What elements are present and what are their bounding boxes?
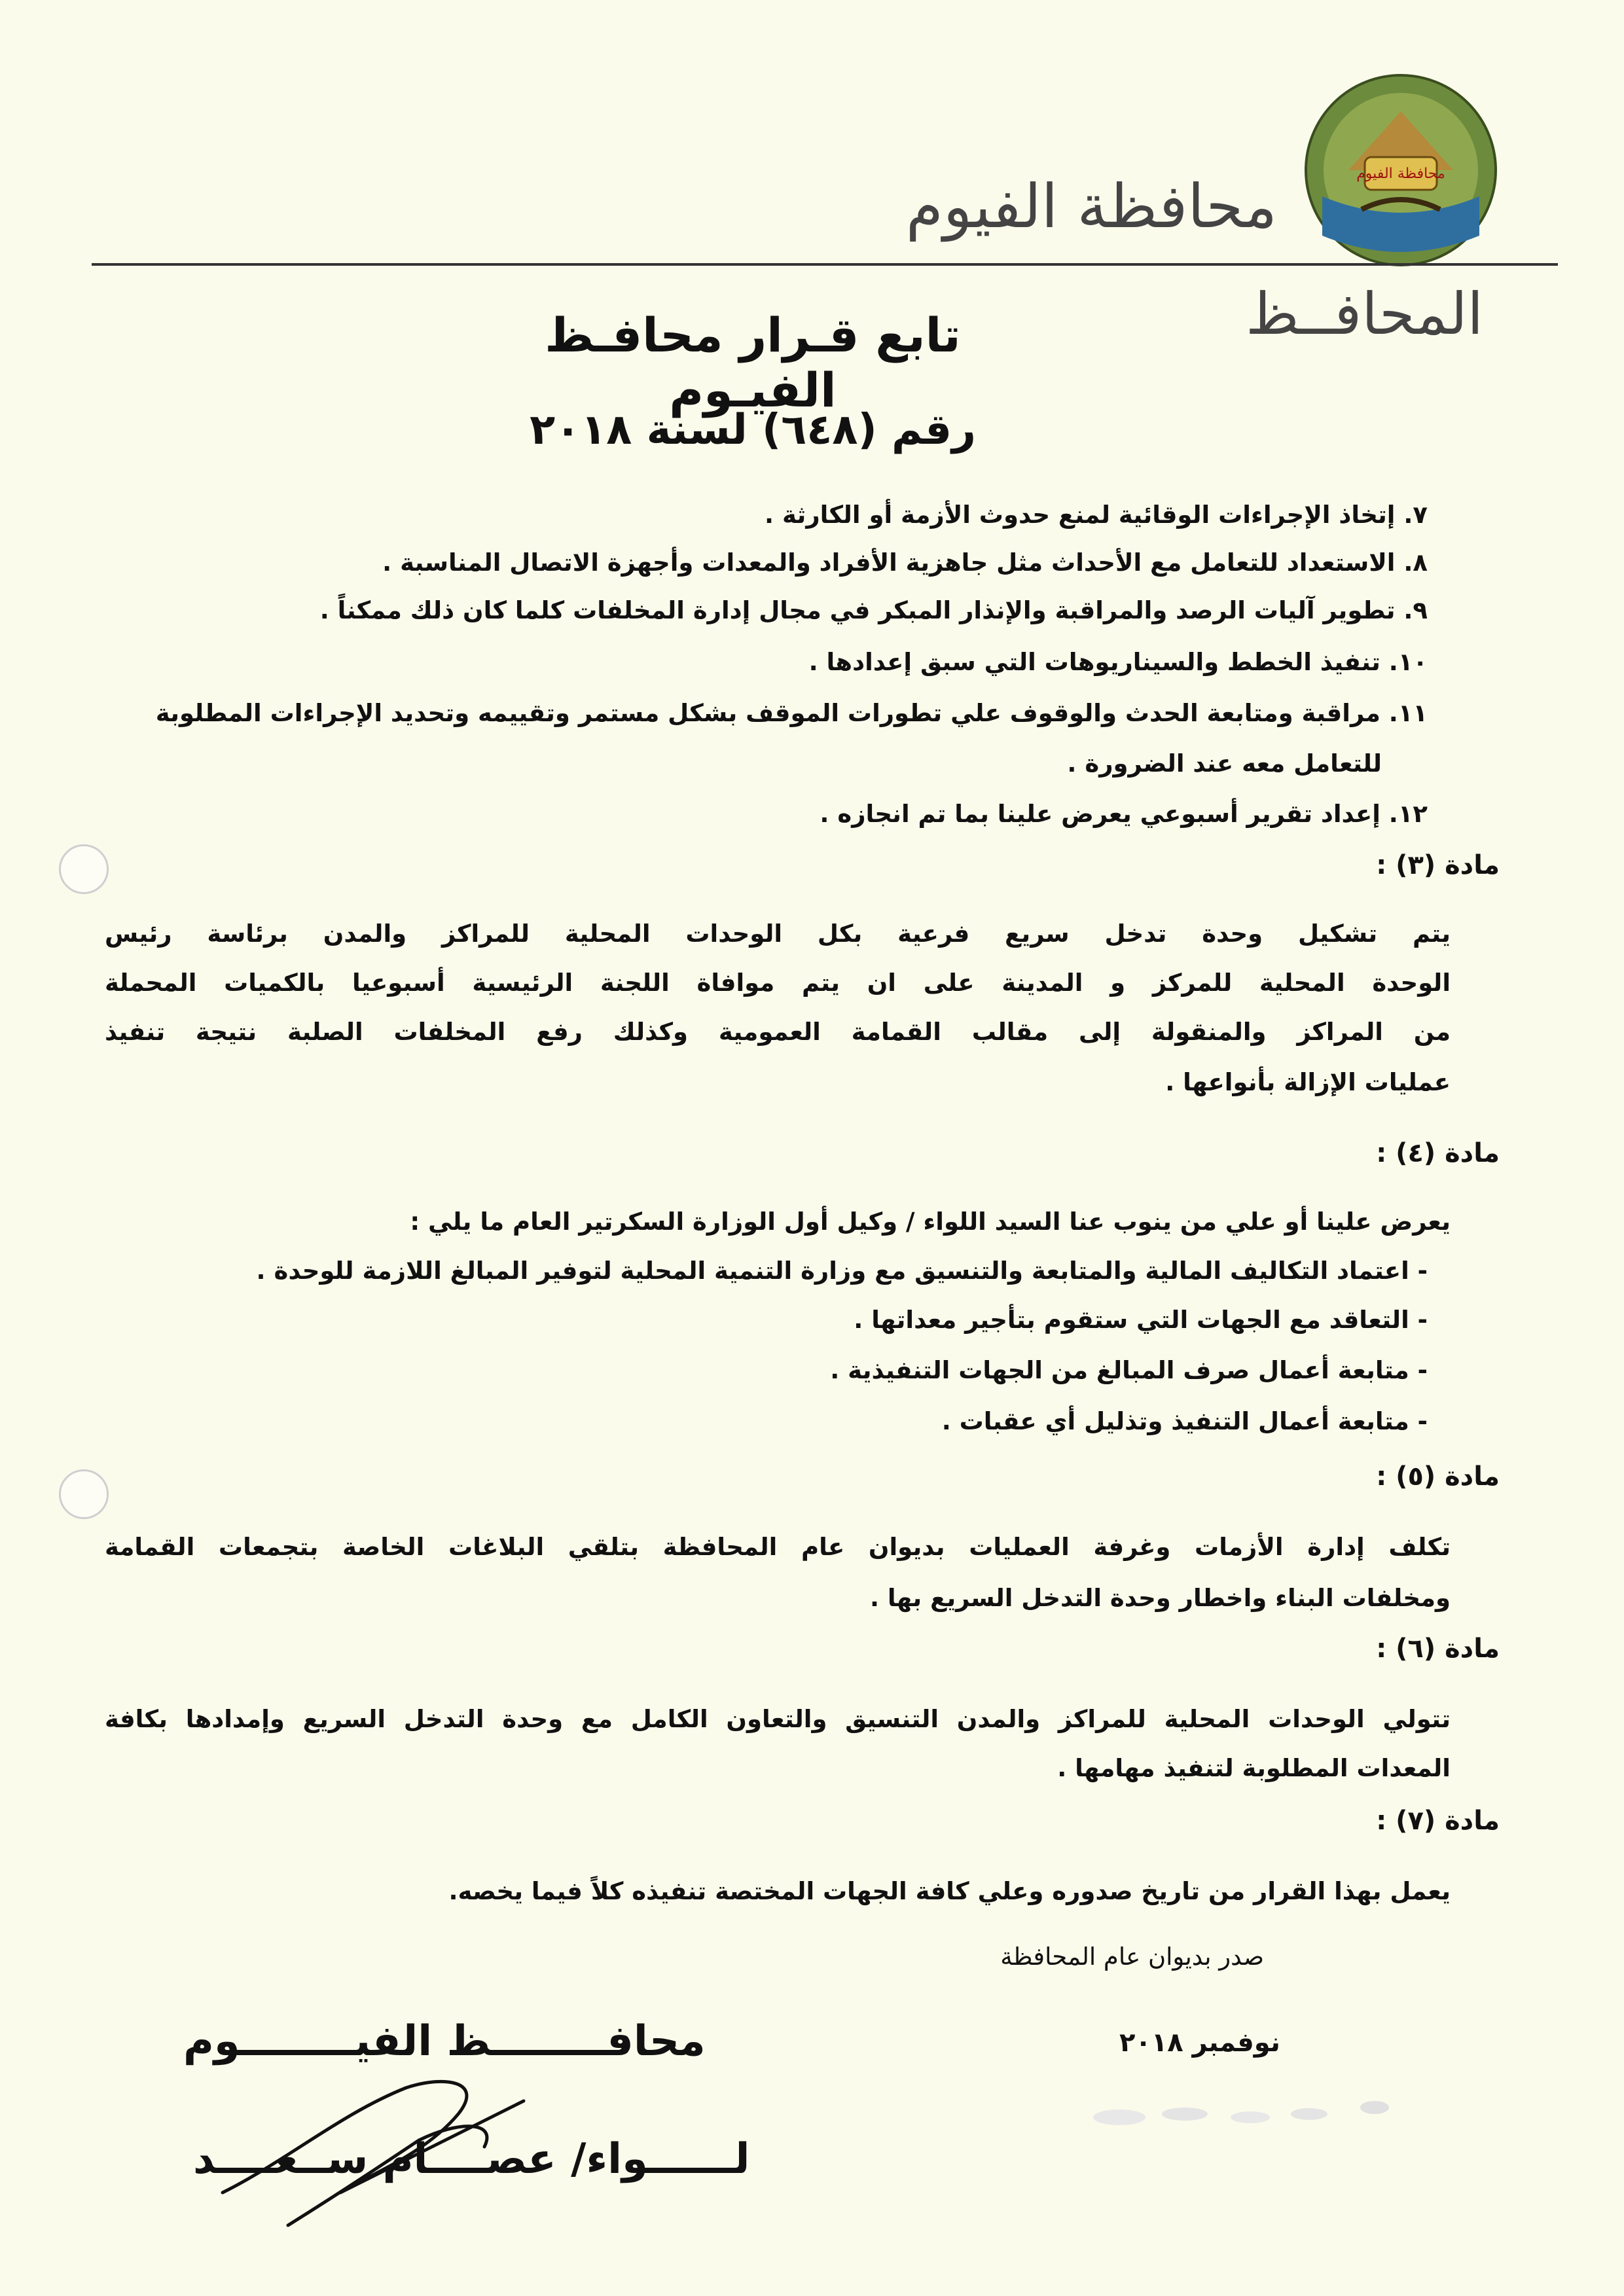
bullet-item: - متابعة أعمال صرف المبالغ من الجهات التنفيذية . <box>830 1356 1428 1384</box>
decision-title: تابع قـرار محافـظ الفيـوم <box>545 308 961 418</box>
governor-title: محافــــــــظ الفيــــــــوم <box>183 2017 706 2066</box>
bullet-item: - متابعة أعمال التنفيذ وتذليل أي عقبات . <box>941 1407 1428 1435</box>
article-text-line: يعمل بهذا القرار من تاريخ صدوره وعلي كافة الجهات المختصة تنفيذه كلاً فيما يخصه. <box>448 1877 1451 1905</box>
article-text-line: تتولي الوحدات المحلية للمراكز والمدن التنسيق والتعاون الكامل مع وحدة التدخل السريع وإمدادها بكافة <box>105 1705 1451 1733</box>
article-heading: مادة (٦) : <box>1376 1634 1500 1664</box>
issued-at: صدر بديوان عام المحافظة <box>1000 1943 1264 1971</box>
article-text-line: تكلف إدارة الأزمات وغرفة العمليات بديوان عام المحافظة بتلقي البلاغات الخاصة بتجمعات القمامة <box>105 1533 1451 1561</box>
article-heading: مادة (٣) : <box>1376 850 1500 880</box>
punch-hole <box>59 844 109 894</box>
article-heading: مادة (٤) : <box>1376 1138 1500 1168</box>
issue-date: نوفمبر ٢٠١٨ <box>1119 2028 1280 2058</box>
office-title: المحافــظ <box>1246 280 1483 348</box>
bullet-item: - التعاقد مع الجهات التي ستقوم بتأجير معداتها . <box>854 1306 1428 1334</box>
article-text-line: من المراكز والمنقولة إلى مقالب القمامة العمومية وكذلك رفع المخلفات الصلبة نتيجة تنفيذ <box>105 1018 1451 1046</box>
stamp-marks <box>1074 2081 1414 2147</box>
punch-hole <box>59 1469 109 1519</box>
governorate-logo <box>1303 72 1499 268</box>
list-item: ٧. إتخاذ الإجراءات الوقائية لمنع حدوث الأزمة أو الكارثة . <box>765 501 1428 529</box>
governor-name: لــــــواء/ عصــــام ســعــــد <box>193 2135 750 2183</box>
list-item: ٨. الاستعداد للتعامل مع الأحداث مثل جاهزية الأفراد والمعدات وأجهزة الاتصال المناسبة . <box>382 548 1428 577</box>
list-item: ١٢. إعداد تقرير أسبوعي يعرض علينا بما تم انجازه . <box>820 800 1428 828</box>
list-item-continuation: للتعامل معه عند الضرورة . <box>1067 749 1382 778</box>
article-text-line: ومخلفات البناء واخطار وحدة التدخل السريع بها . <box>869 1584 1451 1612</box>
article-intro: يعرض علينا أو علي من ينوب عنا السيد اللواء / وكيل أول الوزارة السكرتير العام ما يلي : <box>410 1208 1451 1236</box>
article-heading: مادة (٧) : <box>1376 1806 1500 1836</box>
organization-name: محافظة الفيوم <box>905 171 1277 242</box>
list-item: ١١. مراقبة ومتابعة الحدث والوقوف علي تطورات الموقف بشكل مستمر وتقييمه وتحديد الإجراءات المطلوبة <box>155 699 1428 727</box>
list-item: ٩. تطوير آليات الرصد والمراقبة والإنذار المبكر في مجال إدارة المخلفات كلما كان ذلك ممكناً . <box>319 596 1428 624</box>
header-divider <box>92 263 1558 266</box>
article-text-line: يتم تشكيل وحدة تدخل سريع فرعية بكل الوحدات المحلية للمراكز والمدن برئاسة رئيس <box>105 920 1451 948</box>
article-heading: مادة (٥) : <box>1376 1462 1500 1492</box>
article-text-line: الوحدة المحلية للمركز و المدينة على ان يتم موافاة اللجنة الرئيسية أسبوعيا بالكميات المحملة <box>105 969 1451 997</box>
logo-text: محافظة الفيوم <box>1356 166 1445 182</box>
list-item: ١٠. تنفيذ الخطط والسيناريوهات التي سبق إعدادها . <box>808 648 1428 676</box>
article-text-line: المعدات المطلوبة لتنفيذ مهامها . <box>1057 1754 1451 1782</box>
article-text-line: عمليات الإزالة بأنواعها . <box>1165 1068 1451 1096</box>
handwritten-signature <box>209 2062 602 2232</box>
bullet-item: - اعتماد التكاليف المالية والمتابعة والتنسيق مع وزارة التنمية المحلية لتوفير المبالغ اللازمة للوحدة . <box>256 1257 1428 1285</box>
decision-number: رقم (٦٤٨) لسنة ٢٠١٨ <box>530 406 976 454</box>
